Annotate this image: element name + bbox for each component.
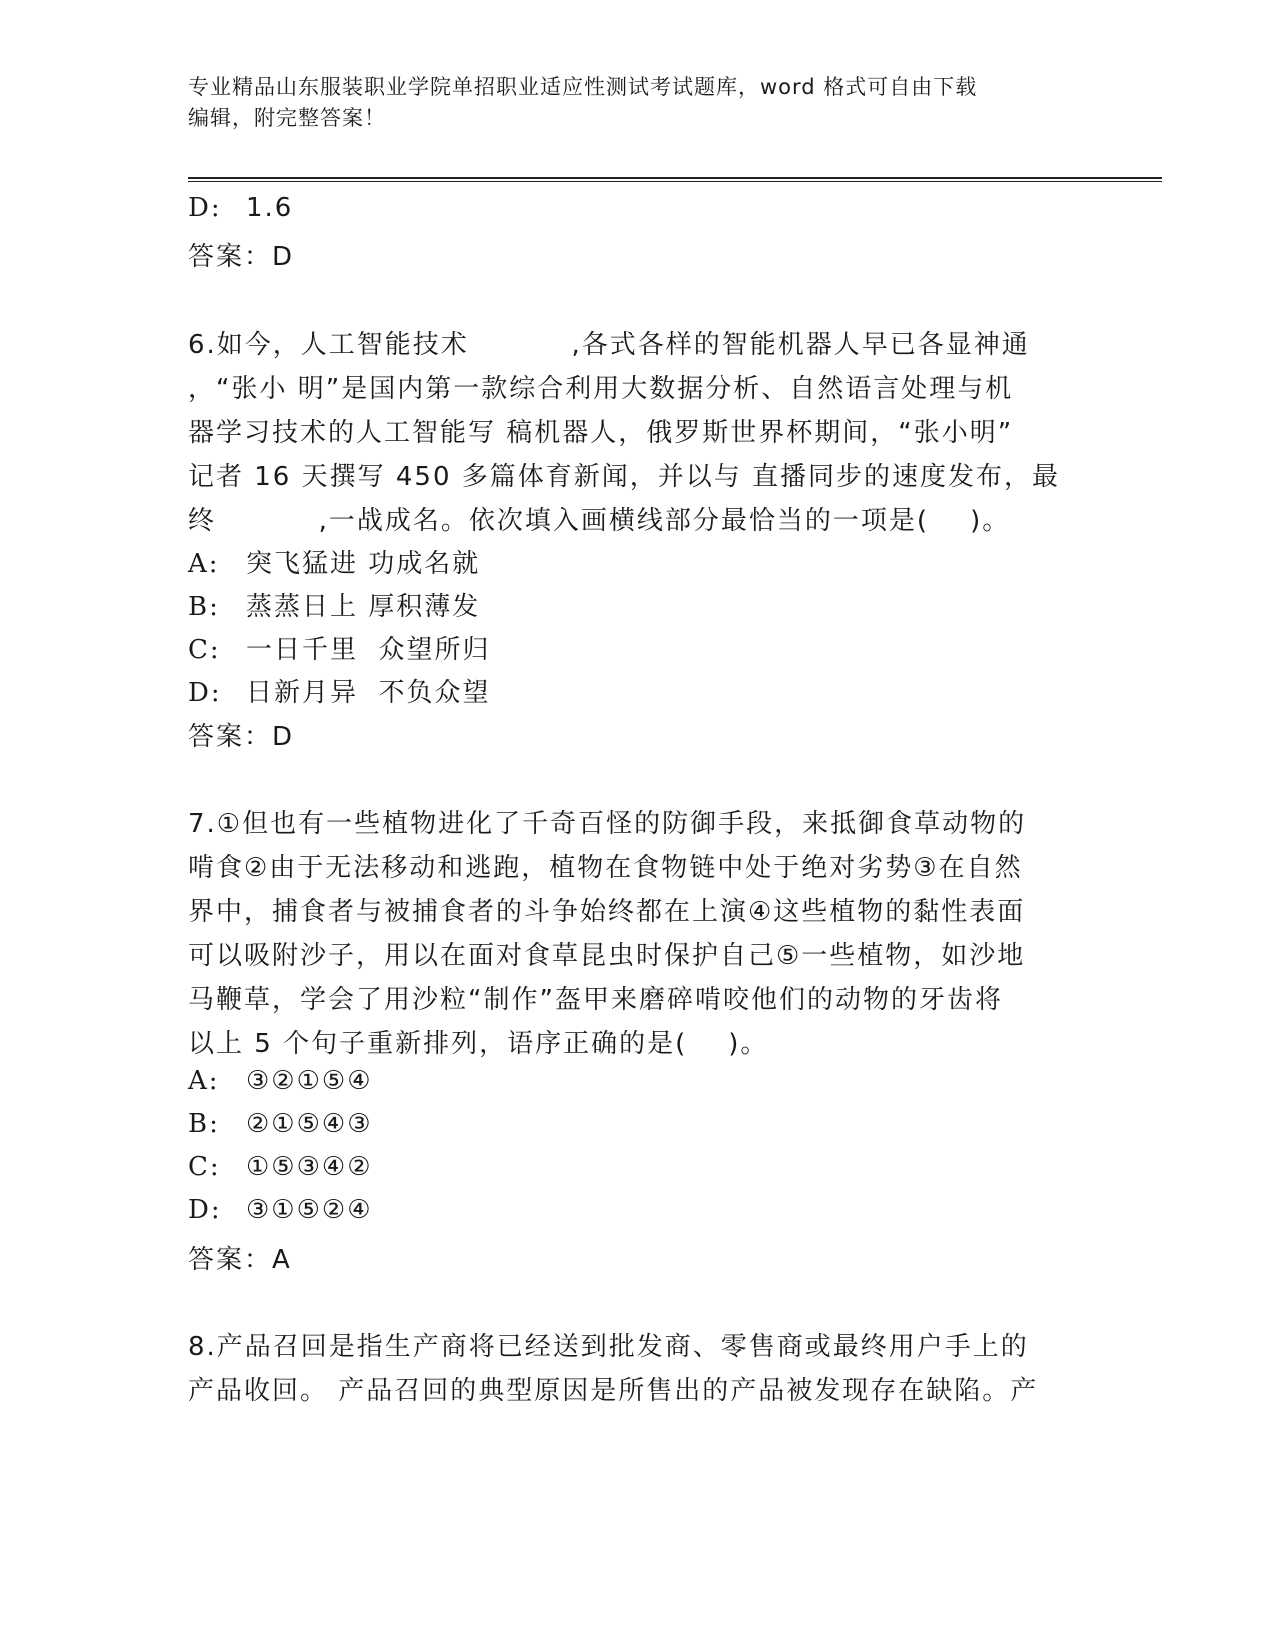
option-text: 突飞猛进 功成名就: [246, 549, 481, 579]
option-text: 一日千里 众望所归: [246, 635, 491, 665]
option-text: 日新月异 不负众望: [246, 678, 491, 708]
option-label: C:: [188, 635, 221, 665]
option-text: 蒸蒸日上 厚积薄发: [246, 592, 481, 622]
answer: 答案：A: [188, 1245, 292, 1275]
option-text: ①⑤③④②: [246, 1152, 373, 1182]
option-text: ③①⑤②④: [246, 1195, 373, 1225]
option-b: [188, 586, 480, 623]
question-line: 6.如今，人工智能技术 ,各式各样的智能机器人早已各显神通: [188, 330, 1030, 360]
header-rule-thin: [188, 181, 1162, 182]
option-text: ③②①⑤④: [246, 1066, 373, 1096]
option-label: A:: [188, 549, 220, 579]
question-line: 界中，捕食者与被捕食者的斗争始终都在上演④这些植物的黏性表面: [188, 897, 1026, 927]
question-line: 以上 5 个句子重新排列，语序正确的是( )。: [188, 1029, 769, 1059]
option-text: ②①⑤④③: [246, 1109, 373, 1139]
question-line: 啃食②由于无法移动和逃跑，植物在食物链中处于绝对劣势③在自然: [188, 853, 1023, 883]
prev-answer: 答案：D: [188, 242, 295, 272]
header-rule-thick: [188, 177, 1162, 179]
option-c: [188, 629, 491, 666]
option-label: B:: [188, 592, 220, 622]
header-line-2: 编辑，附完整答案！: [188, 106, 386, 130]
prev-option-d: [188, 193, 293, 223]
option-label: D:: [188, 678, 222, 708]
option-label: A:: [188, 1066, 220, 1096]
option-label: D:: [188, 1195, 222, 1225]
question-line: 器学习技术的人工智能写 稿机器人，俄罗斯世界杯期间，“张小明”: [188, 418, 1014, 448]
option-a: [188, 543, 480, 580]
page-header: [188, 72, 1088, 134]
option-d: [188, 1195, 373, 1225]
option-label: C:: [188, 1152, 221, 1182]
option-c: [188, 1152, 373, 1182]
question-line: 可以吸附沙子，用以在面对食草昆虫时保护自己⑤一些植物，如沙地: [188, 941, 1026, 971]
question-line: 8.产品召回是指生产商将已经送到批发商、零售商或最终用户手上的: [188, 1332, 1029, 1362]
header-line-1: 专业精品山东服装职业学院单招职业适应性测试考试题库，word 格式可自由下载: [188, 75, 978, 99]
question-line: 记者 16 天撰写 450 多篇体育新闻，并以与 直播同步的速度发布，最: [188, 462, 1061, 492]
option-d: [188, 672, 491, 709]
option-label: B:: [188, 1109, 220, 1139]
question-line: 马鞭草，学会了用沙粒“制作”盔甲来磨碎啃咬他们的动物的牙齿将: [188, 985, 1003, 1015]
question-line: 产品收回。 产品召回的典型原因是所售出的产品被发现存在缺陷。产: [188, 1376, 1039, 1406]
option-b: [188, 1109, 373, 1139]
question-line: 7.①但也有一些植物进化了千奇百怪的防御手段，来抵御食草动物的: [188, 809, 1027, 839]
answer: 答案：D: [188, 722, 295, 752]
option-text: 1.6: [246, 193, 294, 223]
option-a: [188, 1066, 373, 1096]
question-line: 终 ,一战成名。依次填入画横线部分最恰当的一项是( )。: [188, 506, 1011, 536]
option-label: D:: [188, 193, 222, 223]
question-line: ，“张小 明”是国内第一款综合利用大数据分析、自然语言处理与机: [188, 374, 1014, 404]
